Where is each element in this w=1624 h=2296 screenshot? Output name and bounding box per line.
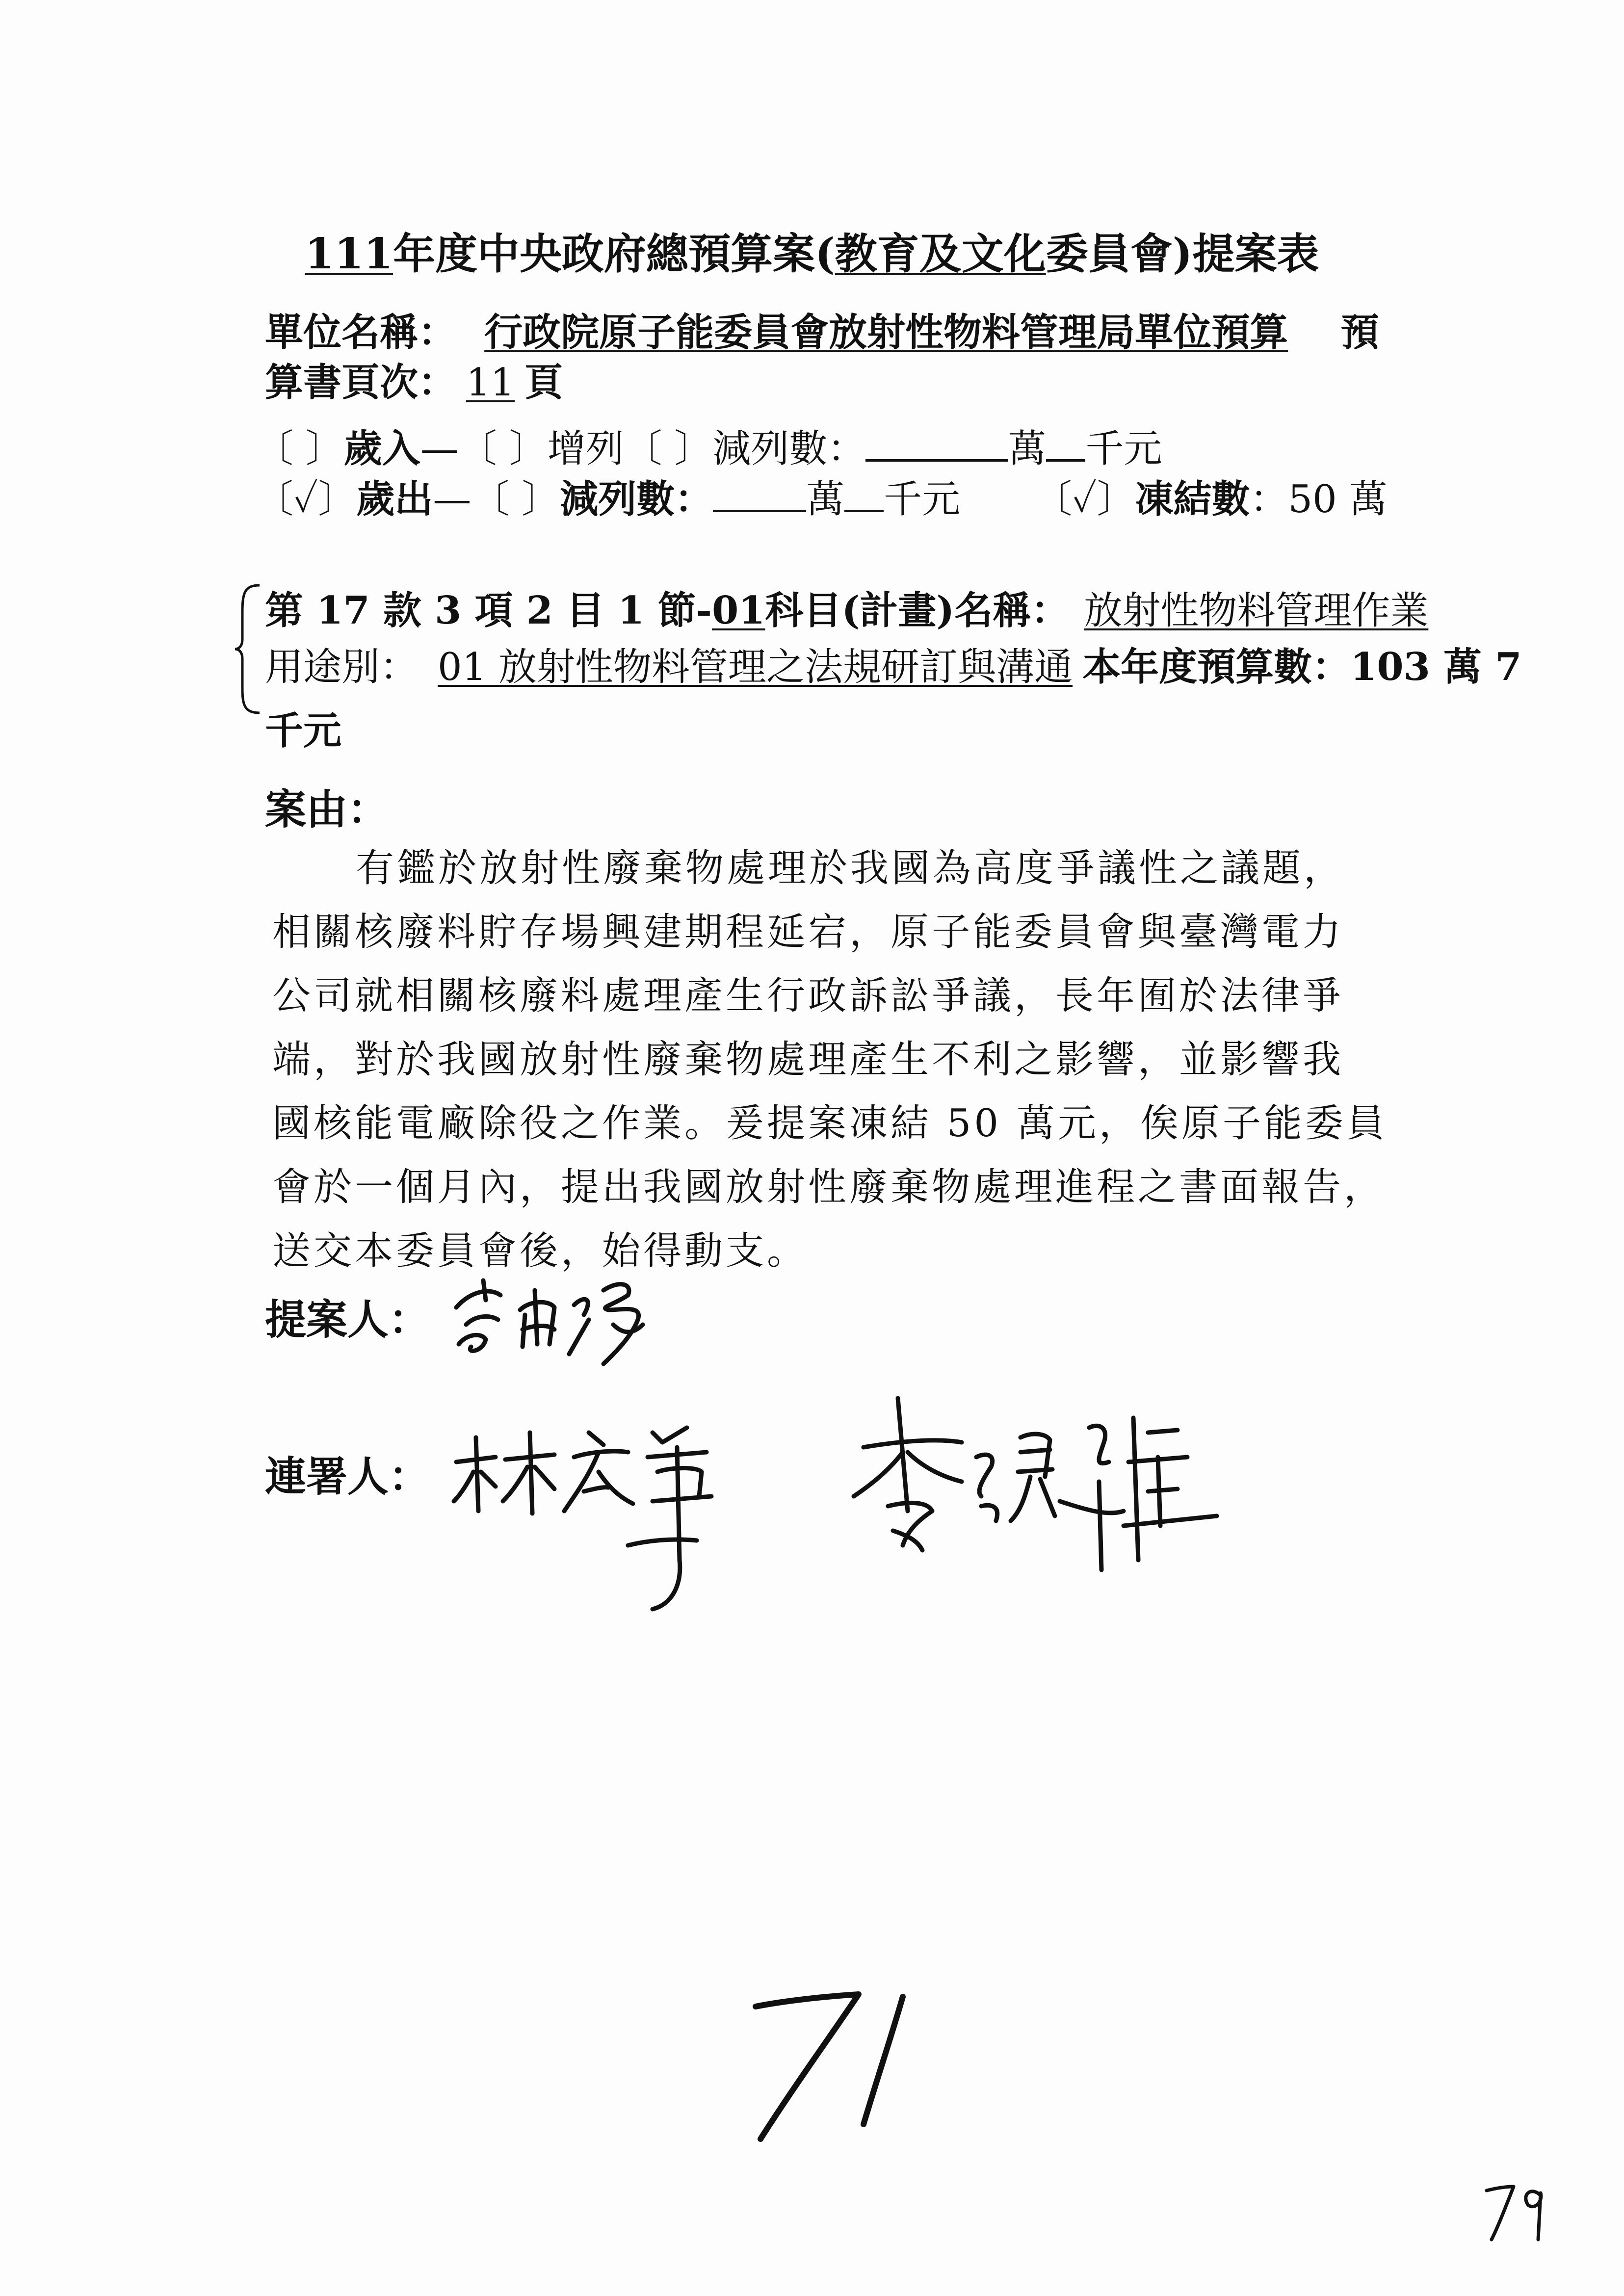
reason-line: 公司就相關核廢料處理產生行政訴訟爭議，長年囿於法律爭 [272,974,1344,1018]
revenue-decrease-label: 減列數： [712,427,866,471]
expenditure-decrease-label: 減列數： [560,477,713,522]
page-ref-value: 11 [466,361,515,405]
page-ref-label: 算書頁次： [265,360,457,405]
reason-line: 會於一個月內，提出我國放射性廢棄物處理進程之書面報告， [272,1165,1386,1209]
page-title [0,225,1624,284]
reason-body [272,836,1415,1283]
revenue-label: 歲入 [343,426,420,471]
proposer-label: 提案人： [265,1295,430,1344]
item-prefix: 第 17 款 3 項 2 目 1 節- [265,588,712,633]
cosigner-signature-1-image [442,1398,756,1624]
revenue-line [255,424,1162,473]
revenue-amount-blank [865,425,1008,462]
expenditure-amount-blank [713,475,806,512]
page-ref-unit: 頁 [524,360,563,405]
page-number-corner [1482,2181,1555,2246]
revenue-qian-blank [1046,425,1085,462]
reason-line: 相關核廢料貯存場興建期程延宕，原子能委員會與臺灣電力 [272,910,1344,954]
title-committee: 教育及文化 [835,229,1046,279]
use-line [265,643,1521,692]
unit-label: 單位名稱： [265,310,457,355]
revenue-increase-check: 〔 〕 [458,427,548,471]
unit-name: 行政院原子能委員會放射性物料管理局單位預算 [484,310,1288,355]
title-pre: 年度中央政府總預算案( [393,229,835,279]
unit-tail: 預 [1340,310,1379,355]
item-code: 01 [711,588,765,633]
bracket-decoration [233,583,262,715]
expenditure-wan: 萬 [806,477,845,522]
expenditure-line [255,475,1388,524]
reason-line: 國核能電廠除役之作業。爰提案凍結 50 萬元，俟原子能委員 [272,1101,1388,1146]
title-year: 111 [305,229,393,279]
revenue-qianyuan: 千元 [1085,427,1162,471]
reason-heading: 案由： [265,785,389,834]
freeze-check: 〔✓〕 [1034,477,1135,522]
expenditure-check: 〔✓〕 [255,477,357,522]
reason-line: 有鑑於放射性廢棄物處理於我國為高度爭議性之議題， [356,846,1345,890]
revenue-decrease-check: 〔 〕 [624,427,713,471]
subject-value: 放射性物料管理作業 [1084,589,1429,633]
revenue-dash: — [420,427,459,471]
title-post: 委員會)提案表 [1046,229,1319,279]
page-ref-line [265,358,563,407]
cosigner-signature-2-image [834,1383,1236,1609]
reason-line: 端，對於我國放射性廢棄物處理產生不利之影響，並影響我 [272,1038,1344,1082]
budget-label: 本年度預算數：103 萬 7 [1082,645,1522,689]
cosigner-signature-2 [834,1383,1236,1611]
page-number-main-image [746,1987,922,2149]
page-number-main [746,1987,922,2151]
freeze-label: 凍結數 [1135,477,1250,522]
proposer-signature [437,1261,672,1381]
expenditure-dash: — [433,477,471,522]
proposer-signature-image [437,1261,672,1379]
budget-tail: 千元 [265,708,342,753]
cosigner-signature-1 [442,1398,756,1626]
cosigners-label: 連署人： [265,1452,430,1501]
use-value: 01 放射性物料管理之法規研訂與溝通 [438,645,1073,689]
revenue-check: 〔 〕 [255,427,344,471]
use-label: 用途別： [265,645,419,689]
expenditure-qian-blank [844,475,884,512]
expenditure-label: 歲出 [356,477,433,522]
page-number-corner-image [1482,2181,1555,2244]
revenue-increase-label: 增列 [547,427,624,471]
expenditure-decrease-check: 〔 〕 [471,477,560,522]
subject-line [265,586,1443,635]
unit-line [265,308,1379,357]
reason-line: 送交本委員會後，始得動支。 [272,1229,809,1273]
subject-label: 科目(計畫)名稱： [765,588,1070,633]
revenue-wan: 萬 [1008,427,1047,471]
freeze-value: ：50 萬 [1250,477,1388,522]
expenditure-qianyuan: 千元 [884,477,961,522]
